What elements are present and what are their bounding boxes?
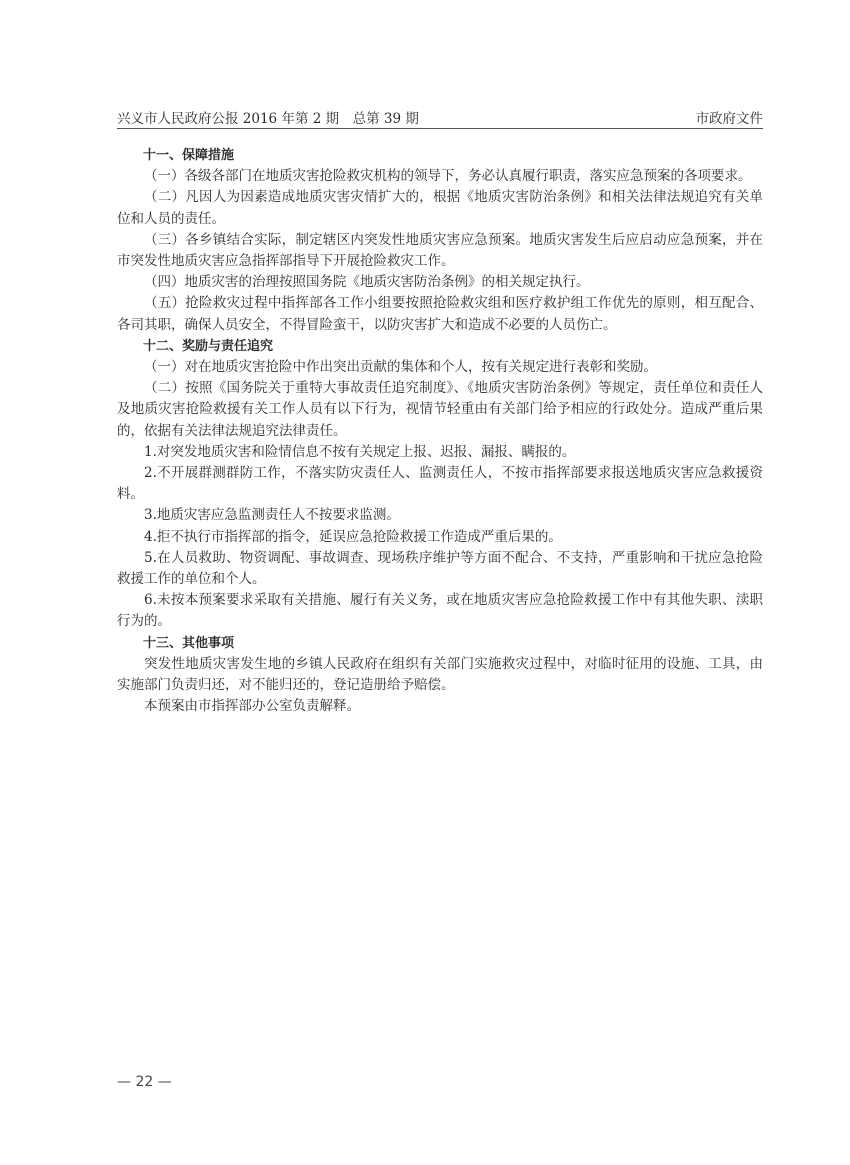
page-header bbox=[117, 104, 763, 129]
section-heading: 十三、其他事项 bbox=[143, 635, 235, 651]
paragraph: 3.地质灾害应急监测责任人不按要求监测。 bbox=[144, 507, 400, 524]
paragraph: 5.在人员救助、物资调配、事故调查、现场秩序维护等方面不配合、不支持，严重影响和干扰应急抢险救援工作的单位和个人。 bbox=[117, 549, 763, 588]
paragraph: 本预案由市指挥部办公室负责解释。 bbox=[144, 698, 360, 715]
paragraph: （五）抢险救灾过程中指挥部各工作小组要按照抢险救灾组和医疗救护组工作优先的原则，相互配合、各司其职，确保人员安全，不得冒险蛮干，以防灾害扩大和造成不必要的人员伤亡。 bbox=[117, 295, 763, 333]
publication-title: 兴义市人民政府公报 2016 年第 2 期 总第 39 期 bbox=[117, 111, 419, 127]
paragraph: （一）各级各部门在地质灾害抢险救灾机构的领导下，务必认真履行职责，落实应急预案的各项要求。 bbox=[144, 168, 752, 185]
section-heading: 十二、奖励与责任追究 bbox=[143, 338, 274, 354]
section-heading: 十一、保障措施 bbox=[143, 148, 235, 163]
paragraph: 4.拒不执行市指挥部的指令，延误应急抢险救援工作造成严重后果的。 bbox=[144, 528, 562, 545]
paragraph: 突发性地质灾害发生地的乡镇人民政府在组织有关部门实施救灾过程中，对临时征用的设施、工具，由实施部门负责归还，对不能归还的，登记造册给予赔偿。 bbox=[117, 655, 763, 694]
paragraph: 1.对突发地质灾害和险情信息不按有关规定上报、迟报、漏报、瞒报的。 bbox=[144, 443, 576, 460]
document-category: 市政府文件 bbox=[695, 111, 763, 127]
paragraph: 6.未按本预案要求采取有关措施、履行有关义务，或在地质灾害应急抢险救援工作中有其他失职、渎职行为的。 bbox=[117, 592, 763, 630]
paragraph: （四）地质灾害的治理按照国务院《地质灾害防治条例》的相关规定执行。 bbox=[144, 274, 590, 291]
page-number: — 22 — bbox=[117, 1074, 172, 1090]
paragraph: （三）各乡镇结合实际，制定辖区内突发性地质灾害应急预案。地质灾害发生后应启动应急预案，并在市突发性地质灾害应急指挥部指导下开展抢险救灾工作。 bbox=[117, 231, 763, 270]
paragraph: （一）对在地质灾害抢险中作出突出贡献的集体和个人，按有关规定进行表彰和奖励。 bbox=[144, 359, 657, 376]
paragraph: 2.不开展群测群防工作，不落实防灾责任人、监测责任人，不按市指挥部要求报送地质灾害应急救援资料。 bbox=[117, 465, 763, 503]
paragraph: （二）按照《国务院关于重特大事故责任追究制度》、《地质灾害防治条例》等规定，责任单位和责任人及地质灾害抢险救援有关工作人员有以下行为，视情节轻重由有关部门给予相应的行政处分。造成严重后果的，依据有关法律法规追究法律责任。 bbox=[117, 380, 763, 439]
paragraph: （二）凡因人为因素造成地质灾害灾情扩大的，根据《地质灾害防治条例》和相关法律法规追究有关单位和人员的责任。 bbox=[117, 189, 763, 227]
document-body bbox=[117, 145, 763, 717]
